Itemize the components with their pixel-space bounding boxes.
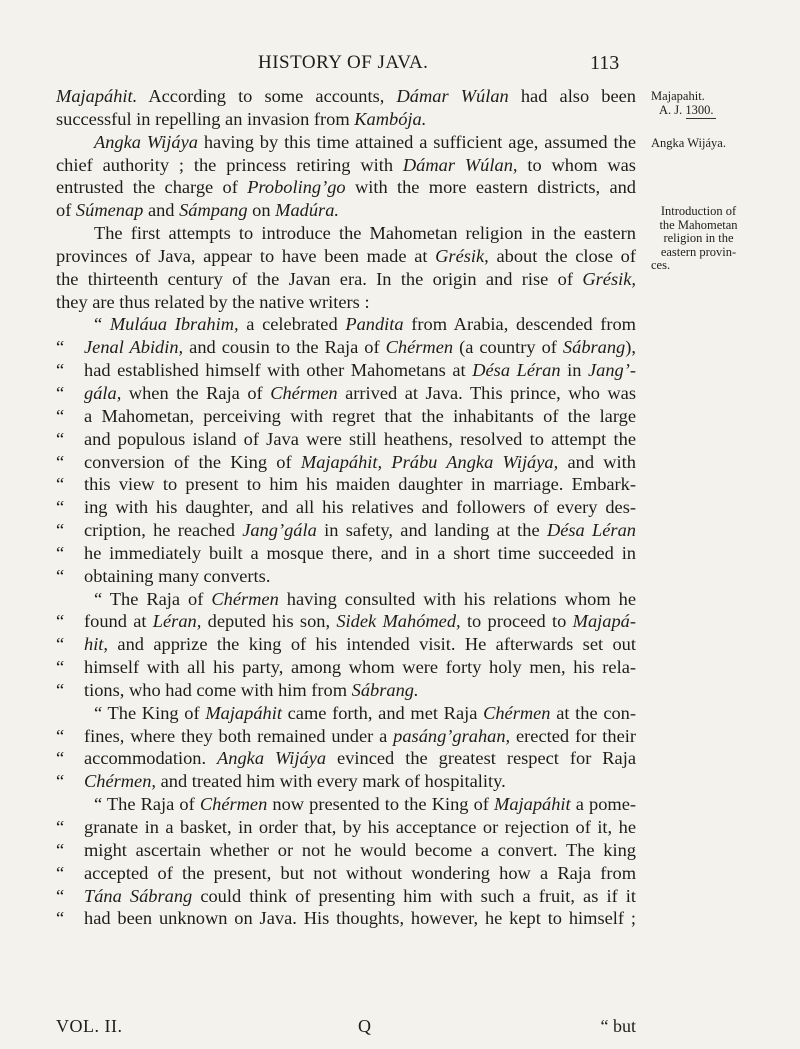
text-line [56,268,636,291]
text-line [56,725,636,748]
running-title: HISTORY OF JAVA. [258,52,429,73]
quote-mark: “ [56,405,65,426]
text-line-content: Angka Wijáya having by this time attained a sufficient age, assumed the [94,131,636,152]
page-header [0,52,800,80]
text-line [56,428,636,451]
quote-mark: “ [56,725,65,746]
quote-mark: “ [56,565,65,586]
quote-mark: “ [56,839,65,860]
text-line-content: might ascertain whether or not he would become a convert. The king [84,839,636,860]
text-line-content: had established himself with other Mahometans at Désa Léran in Jang’- [84,360,636,381]
quote-mark: “ [56,817,65,837]
quote-mark: “ [56,542,65,563]
text-line-content: and populous island of Java were still heathens, resolved to attempt the [84,428,636,449]
text-line-content: a Mahometan, perceiving with regret that the inhabitants of the large [84,405,636,426]
text-line-content: “ Muláua Ibrahim, a celebrated Pandita from Arabia, descended from [94,314,636,335]
page-number: 113 [590,52,620,74]
main-text [56,85,636,930]
text-line-content: Jenal Abidin, and cousin to the Raja of Chérmen (a country of Sábrang), [84,337,636,358]
margin-note-line: ces. [651,258,671,272]
text-line-content: himself with all his party, among whom were forty holy men, his rela- [84,657,636,678]
margin-rule [686,118,716,119]
text-line [56,679,636,702]
text-line-content: Majapáhit. According to some accounts, Dámar Wúlan had also been [56,86,636,106]
signature-mark: Q [358,1016,371,1036]
text-line [56,131,636,154]
text-line-content: obtaining many converts. [84,565,271,586]
text-line [56,793,636,816]
margin-note-title: Majapahit. [651,89,705,103]
text-line [56,885,636,908]
text-line [56,222,636,245]
quote-mark: “ [56,497,65,518]
text-line-content: successful in repelling an invasion from Kambója. [56,108,427,129]
quote-mark: “ [56,382,65,403]
quote-mark: “ [56,360,65,381]
page-footer [56,1016,636,1040]
text-line-content: fines, where they both remained under a pasáng’grahan, erected for their [84,725,636,746]
text-line-content: he immediately built a mosque there, and in a short time succeeded in [84,542,636,563]
text-line [56,610,636,633]
text-line-content: found at Léran, deputed his son, Sidek Mahómed, to proceed to Majapá- [84,611,636,632]
text-line-content: provinces of Java, appear to have been made at Grésik, about the close of [56,245,636,266]
quote-mark: “ [56,451,65,472]
text-line [56,451,636,474]
quote-mark: “ [56,337,65,358]
text-line [56,656,636,679]
text-line [56,862,636,885]
text-line-content: “ The Raja of Chérmen having consulted with his relations whom he [94,588,636,609]
text-line-content: accommodation. Angka Wijáya evinced the greatest respect for Raja [84,748,636,769]
text-line-content: The first attempts to introduce the Mahometan religion in the eastern [94,223,636,244]
text-line-content: entrusted the charge of Proboling’go with the more eastern districts, and [56,177,636,198]
text-line [56,405,636,428]
text-line-content: “ The Raja of Chérmen now presented to the King of Majapáhit a pome- [94,794,636,815]
quote-mark: “ [56,862,65,883]
text-line-content: cription, he reached Jang’gála in safety, and landing at the Désa Léran [84,520,636,541]
text-line [56,542,636,565]
text-line [56,176,636,199]
margin-note-angka-wijaya: Angka Wijáya. [651,136,726,150]
text-line-content: they are thus related by the native writers : [56,291,370,312]
text-line-content: the thirteenth century of the Javan era. In the origin and rise of Grésik, [56,268,636,289]
text-line [56,747,636,770]
text-line-content: hit, and apprize the king of his intended visit. He afterwards set out [84,634,636,655]
text-line-content: Tána Sábrang could think of presenting him with such a fruit, as if it [84,885,636,906]
text-line [56,519,636,542]
text-line [56,816,636,839]
margin-note-line: Introduction of [660,204,737,218]
text-line-content: accepted of the present, but not without wondering how a Raja from [84,862,636,883]
margin-note-date: A. J. 1300. [659,102,714,117]
volume-label: VOL. II. [56,1016,123,1036]
text-line-content: had been unknown on Java. His thoughts, however, he kept to himself ; [84,908,636,929]
text-line [56,359,636,382]
text-line-content: this view to present to him his maiden daughter in marriage. Embark- [84,474,636,495]
text-line [56,839,636,862]
quote-mark: “ [56,520,65,541]
text-line [56,336,636,359]
text-line-content: conversion of the King of Majapáhit, Prábu Angka Wijáya, and with [84,451,636,472]
quote-mark: “ [56,611,65,632]
catchword: “ but [600,1016,636,1036]
text-line-content: granate in a basket, in order that, by his acceptance or rejection of it, he [84,817,636,837]
text-line [56,702,636,725]
quote-mark: “ [56,771,65,792]
margin-note-majapahit [651,90,751,119]
margin-note-introduction [651,205,746,273]
text-line [56,496,636,519]
text-line [56,382,636,405]
text-line [56,291,636,314]
text-line-content: chief authority ; the princess retiring with Dámar Wúlan, to whom was [56,154,636,175]
margin-note-line: religion in the [663,231,734,245]
text-line-content: gála, when the Raja of Chérmen arrived at Java. This prince, who was [84,382,636,403]
text-line [56,633,636,656]
text-line [56,245,636,268]
margin-note-line: eastern provin- [660,244,737,259]
text-line [56,565,636,588]
text-line-content: “ The King of Majapáhit came forth, and met Raja Chérmen at the con- [94,702,636,723]
margin-note-line: the Mahometan [659,217,738,232]
quote-mark: “ [56,474,65,495]
text-line [56,154,636,177]
text-line [56,85,636,108]
text-line [56,199,636,222]
text-line-content: tions, who had come with him from Sábrang. [84,679,419,700]
text-line [56,473,636,496]
text-line [56,770,636,793]
quote-mark: “ [56,428,65,449]
quote-mark: “ [56,679,65,700]
text-line [56,588,636,611]
text-line-content: Chérmen, and treated him with every mark of hospitality. [84,771,506,792]
quote-mark: “ [56,634,65,655]
text-line-content: of Súmenap and Sámpang on Madúra. [56,200,339,221]
quote-mark: “ [56,657,65,678]
text-line [56,108,636,131]
quote-mark: “ [56,885,65,906]
text-line-content: ing with his daughter, and all his relatives and followers of every des- [84,497,636,518]
quote-mark: “ [56,908,65,929]
text-line [56,907,636,930]
quote-mark: “ [56,748,65,769]
text-line [56,313,636,336]
